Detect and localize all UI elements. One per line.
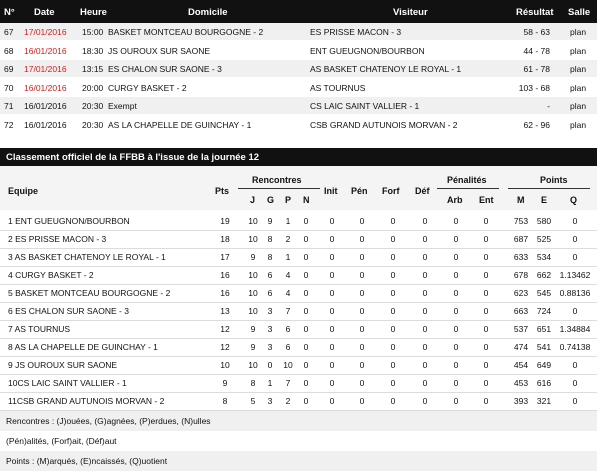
standings-ent: 0 xyxy=(483,324,489,334)
match-time: 20:30 xyxy=(82,119,104,130)
match-home: CURGY BASKET - 2 xyxy=(108,82,187,93)
standings-n: 0 xyxy=(303,342,309,352)
match-away: ES PRISSE MACON - 3 xyxy=(310,27,402,37)
standings-arb: 0 xyxy=(453,216,459,226)
standings-init: 0 xyxy=(329,342,335,352)
standings-m: 753 xyxy=(513,216,529,226)
points-underline xyxy=(508,188,590,189)
standings-pts: 17 xyxy=(220,252,230,262)
legend-rencontres xyxy=(0,411,597,431)
standings-row xyxy=(0,248,597,267)
legend-penalites-text: (Pén)alités, (Forf)ait, (Déf)aut xyxy=(6,436,117,446)
standings-header xyxy=(0,166,597,210)
standings-p: 1 xyxy=(285,216,291,226)
standings-p: 6 xyxy=(285,342,291,352)
match-venue[interactable]: plan xyxy=(570,64,587,74)
standings-j: 10 xyxy=(248,234,258,244)
col-arb: Arb xyxy=(447,195,463,205)
standings-m: 393 xyxy=(513,396,529,406)
standings-ent: 0 xyxy=(483,234,489,244)
standings-j: 9 xyxy=(250,342,256,352)
standings-p: 7 xyxy=(285,378,291,388)
standings-pen: 0 xyxy=(359,216,365,226)
match-date: 17/01/2016 xyxy=(24,64,67,74)
standings-pts: 13 xyxy=(220,306,230,316)
standings-init: 0 xyxy=(329,288,335,298)
legend-points xyxy=(0,451,597,471)
match-venue[interactable]: plan xyxy=(570,45,587,56)
standings-pen: 0 xyxy=(359,270,365,280)
standings-m: 663 xyxy=(513,306,529,316)
standings-p: 2 xyxy=(285,234,291,244)
match-home: JS OUROUX SUR SAONE xyxy=(108,45,211,56)
standings-row xyxy=(0,320,597,339)
standings-def: 0 xyxy=(422,216,428,226)
standings-j: 9 xyxy=(250,324,256,334)
match-away: AS BASKET CHATENOY LE ROYAL - 1 xyxy=(310,64,462,74)
standings-row xyxy=(0,230,597,249)
standings-team: 2 ES PRISSE MACON - 3 xyxy=(8,234,107,244)
standings-arb: 0 xyxy=(453,252,459,262)
standings-pts: 16 xyxy=(220,270,230,280)
standings-m: 453 xyxy=(513,378,529,388)
match-time: 20:00 xyxy=(82,82,104,93)
standings-j: 10 xyxy=(248,270,258,280)
match-row xyxy=(0,42,597,59)
standings-forf: 0 xyxy=(390,378,396,388)
standings-e: 662 xyxy=(536,270,552,280)
match-date: 16/01/2016 xyxy=(24,45,67,56)
standings-forf: 0 xyxy=(390,360,396,370)
standings-n: 0 xyxy=(303,396,309,406)
standings-pen: 0 xyxy=(359,324,365,334)
standings-m: 633 xyxy=(513,252,529,262)
match-home: AS LA CHAPELLE DE GUINCHAY - 1 xyxy=(108,119,252,130)
standings-forf: 0 xyxy=(390,252,396,262)
standings-e: 649 xyxy=(536,360,552,370)
match-away: AS TOURNUS xyxy=(310,82,366,93)
standings-p: 1 xyxy=(285,252,291,262)
standings-arb: 0 xyxy=(453,342,459,352)
standings-pen: 0 xyxy=(359,360,365,370)
standings-forf: 0 xyxy=(390,342,396,352)
standings-j: 10 xyxy=(248,288,258,298)
standings-team: 4 CURGY BASKET - 2 xyxy=(8,270,94,280)
match-home: Exempt xyxy=(108,101,137,111)
standings-n: 0 xyxy=(303,288,309,298)
match-num: 69 xyxy=(4,64,14,74)
standings-title: Classement officiel de la FFBB à l'issue de la journée 12 xyxy=(6,152,260,163)
standings-n: 0 xyxy=(303,378,309,388)
standings-g: 8 xyxy=(267,252,273,262)
match-time: 15:00 xyxy=(82,27,104,37)
standings-pts: 16 xyxy=(220,288,230,298)
match-time: 20:30 xyxy=(82,101,104,111)
standings-row xyxy=(0,338,597,357)
standings-ent: 0 xyxy=(483,252,489,262)
col-team: Equipe xyxy=(8,186,39,196)
standings-pen: 0 xyxy=(359,306,365,316)
match-away: CSB GRAND AUTUNOIS MORVAN - 2 xyxy=(310,119,458,130)
standings-team: 3 AS BASKET CHATENOY LE ROYAL - 1 xyxy=(8,252,166,262)
standings-g: 6 xyxy=(267,270,273,280)
match-row xyxy=(0,60,597,77)
standings-q: 0.74138 xyxy=(559,342,591,352)
standings-forf: 0 xyxy=(390,306,396,316)
standings-m: 623 xyxy=(513,288,529,298)
standings-team: 8 AS LA CHAPELLE DE GUINCHAY - 1 xyxy=(8,342,158,352)
standings-g: 3 xyxy=(267,324,273,334)
match-time: 13:15 xyxy=(82,64,104,74)
col-date: Date xyxy=(34,7,55,18)
col-j: J xyxy=(250,195,256,205)
standings-team: 9 JS OUROUX SUR SAONE xyxy=(8,360,118,370)
matches-header xyxy=(0,0,597,23)
standings-forf: 0 xyxy=(390,396,396,406)
standings-p: 10 xyxy=(283,360,293,370)
legend-points-text: Points : (M)arqués, (E)ncaissés, (Q)uotient xyxy=(6,456,168,466)
match-result: 61 - 78 xyxy=(523,64,550,74)
standings-g: 9 xyxy=(267,216,273,226)
standings-def: 0 xyxy=(422,252,428,262)
standings-q: 0 xyxy=(572,252,578,262)
standings-pts: 8 xyxy=(222,396,228,406)
standings-pts: 19 xyxy=(220,216,230,226)
standings-forf: 0 xyxy=(390,216,396,226)
standings-j: 5 xyxy=(250,396,256,406)
standings-n: 0 xyxy=(303,324,309,334)
standings-e: 651 xyxy=(536,324,552,334)
col-e: E xyxy=(541,195,548,205)
match-result: - xyxy=(547,101,550,111)
col-def: Déf xyxy=(415,186,430,196)
match-result: 103 - 68 xyxy=(518,82,550,93)
standings-init: 0 xyxy=(329,252,335,262)
standings-team: 5 BASKET MONTCEAU BOURGOGNE - 2 xyxy=(8,288,171,298)
standings-e: 534 xyxy=(536,252,552,262)
standings-ent: 0 xyxy=(483,360,489,370)
standings-n: 0 xyxy=(303,360,309,370)
standings-init: 0 xyxy=(329,270,335,280)
match-time: 18:30 xyxy=(82,45,104,56)
match-home: ES CHALON SUR SAONE - 3 xyxy=(108,64,222,74)
col-result: Résultat xyxy=(516,7,554,18)
standings-def: 0 xyxy=(422,324,428,334)
standings-q: 0 xyxy=(572,360,578,370)
standings-g: 3 xyxy=(267,396,273,406)
match-result: 44 - 78 xyxy=(523,45,550,56)
standings-g: 3 xyxy=(267,342,273,352)
match-venue[interactable]: plan xyxy=(570,119,587,130)
standings-pts: 12 xyxy=(220,324,230,334)
col-m: M xyxy=(517,195,525,205)
standings-row xyxy=(0,284,597,303)
standings-g: 3 xyxy=(267,306,273,316)
standings-init: 0 xyxy=(329,216,335,226)
standings-init: 0 xyxy=(329,396,335,406)
standings-j: 8 xyxy=(250,378,256,388)
standings-forf: 0 xyxy=(390,270,396,280)
standings-j: 10 xyxy=(248,216,258,226)
col-init: Init xyxy=(324,186,338,196)
col-q: Q xyxy=(570,195,578,205)
standings-arb: 0 xyxy=(453,396,459,406)
standings-ent: 0 xyxy=(483,396,489,406)
col-pen: Pén xyxy=(351,186,368,196)
standings-team: 11CSB GRAND AUTUNOIS MORVAN - 2 xyxy=(8,396,165,406)
match-result: 58 - 63 xyxy=(523,27,550,37)
col-g: G xyxy=(267,195,275,205)
standings-init: 0 xyxy=(329,234,335,244)
match-row xyxy=(0,116,597,133)
standings-def: 0 xyxy=(422,360,428,370)
standings-ent: 0 xyxy=(483,306,489,316)
standings-def: 0 xyxy=(422,306,428,316)
standings-def: 0 xyxy=(422,378,428,388)
group-rencontres: Rencontres xyxy=(252,175,302,185)
standings-init: 0 xyxy=(329,324,335,334)
standings-init: 0 xyxy=(329,360,335,370)
standings-ent: 0 xyxy=(483,342,489,352)
standings-row xyxy=(0,266,597,285)
standings-q: 1.34884 xyxy=(559,324,591,334)
standings-arb: 0 xyxy=(453,360,459,370)
match-row xyxy=(0,97,597,114)
group-penalites: Pénalités xyxy=(447,175,487,185)
rencontres-underline xyxy=(238,188,320,189)
standings-g: 1 xyxy=(267,378,273,388)
standings-pts: 18 xyxy=(220,234,230,244)
standings-row xyxy=(0,302,597,321)
standings-init: 0 xyxy=(329,306,335,316)
standings-pts: 9 xyxy=(222,378,228,388)
standings-def: 0 xyxy=(422,288,428,298)
col-forf: Forf xyxy=(382,186,400,196)
standings-q: 0 xyxy=(572,216,578,226)
col-n: N xyxy=(303,195,310,205)
col-away: Visiteur xyxy=(393,7,428,18)
standings-team: 1 ENT GUEUGNON/BOURBON xyxy=(8,216,130,226)
standings-init: 0 xyxy=(329,378,335,388)
col-p: P xyxy=(285,195,292,205)
group-points: Points xyxy=(540,175,568,185)
standings-row xyxy=(0,212,597,231)
match-date: 17/01/2016 xyxy=(24,27,67,37)
match-venue[interactable]: plan xyxy=(570,101,587,111)
standings-team: 6 ES CHALON SUR SAONE - 3 xyxy=(8,306,129,316)
legend-rencontres-text: Rencontres : (J)ouées, (G)agnées, (P)erdues, (N)ulles xyxy=(6,416,211,426)
match-row xyxy=(0,23,597,40)
standings-arb: 0 xyxy=(453,270,459,280)
standings-e: 580 xyxy=(536,216,552,226)
standings-e: 525 xyxy=(536,234,552,244)
match-num: 71 xyxy=(4,101,14,111)
standings-p: 7 xyxy=(285,306,291,316)
standings-m: 454 xyxy=(513,360,529,370)
standings-q: 0 xyxy=(572,378,578,388)
standings-g: 8 xyxy=(267,234,273,244)
match-away: CS LAIC SAINT VALLIER - 1 xyxy=(310,101,420,111)
standings-n: 0 xyxy=(303,252,309,262)
standings-j: 10 xyxy=(248,306,258,316)
standings-n: 0 xyxy=(303,216,309,226)
standings-row xyxy=(0,392,597,411)
standings-def: 0 xyxy=(422,396,428,406)
standings-e: 541 xyxy=(536,342,552,352)
match-date: 16/01/2016 xyxy=(24,101,67,111)
standings-arb: 0 xyxy=(453,288,459,298)
match-venue[interactable]: plan xyxy=(570,27,587,37)
standings-e: 724 xyxy=(536,306,552,316)
standings-arb: 0 xyxy=(453,306,459,316)
standings-p: 4 xyxy=(285,270,291,280)
match-num: 72 xyxy=(4,119,14,130)
standings-m: 678 xyxy=(513,270,529,280)
standings-pen: 0 xyxy=(359,234,365,244)
standings-pts: 10 xyxy=(220,360,230,370)
penalites-underline xyxy=(437,188,499,189)
standings-g: 0 xyxy=(267,360,273,370)
col-num: N° xyxy=(4,7,15,18)
match-home: BASKET MONTCEAU BOURGOGNE - 2 xyxy=(108,27,264,37)
match-num: 70 xyxy=(4,82,14,93)
standings-team: 7 AS TOURNUS xyxy=(8,324,71,334)
standings-e: 545 xyxy=(536,288,552,298)
standings-q: 0 xyxy=(572,306,578,316)
standings-forf: 0 xyxy=(390,288,396,298)
col-pts: Pts xyxy=(215,186,230,196)
col-ent: Ent xyxy=(479,195,494,205)
standings-q: 1.13462 xyxy=(559,270,591,280)
standings-j: 10 xyxy=(248,360,258,370)
standings-forf: 0 xyxy=(390,234,396,244)
col-venue: Salle xyxy=(568,7,591,18)
standings-arb: 0 xyxy=(453,324,459,334)
standings-q: 0 xyxy=(572,396,578,406)
standings-j: 9 xyxy=(250,252,256,262)
standings-row xyxy=(0,356,597,375)
standings-pen: 0 xyxy=(359,378,365,388)
standings-e: 616 xyxy=(536,378,552,388)
match-row xyxy=(0,79,597,96)
standings-ent: 0 xyxy=(483,216,489,226)
standings-m: 537 xyxy=(513,324,529,334)
standings-pen: 0 xyxy=(359,288,365,298)
standings-g: 6 xyxy=(267,288,273,298)
standings-m: 687 xyxy=(513,234,529,244)
standings-n: 0 xyxy=(303,270,309,280)
standings-forf: 0 xyxy=(390,324,396,334)
standings-arb: 0 xyxy=(453,234,459,244)
match-result: 62 - 96 xyxy=(523,119,550,130)
standings-pen: 0 xyxy=(359,252,365,262)
standings-pts: 12 xyxy=(220,342,230,352)
standings-e: 321 xyxy=(536,396,552,406)
col-time: Heure xyxy=(80,7,107,18)
match-venue[interactable]: plan xyxy=(570,82,587,93)
standings-p: 4 xyxy=(285,288,291,298)
standings-ent: 0 xyxy=(483,270,489,280)
standings-def: 0 xyxy=(422,270,428,280)
standings-p: 2 xyxy=(285,396,291,406)
standings-p: 6 xyxy=(285,324,291,334)
standings-pen: 0 xyxy=(359,342,365,352)
standings-m: 474 xyxy=(513,342,529,352)
standings-def: 0 xyxy=(422,234,428,244)
standings-q: 0.88136 xyxy=(559,288,591,298)
match-date: 16/01/2016 xyxy=(24,119,67,130)
standings-n: 0 xyxy=(303,234,309,244)
match-date: 16/01/2016 xyxy=(24,82,67,93)
legend-penalites xyxy=(0,431,597,451)
standings-row xyxy=(0,374,597,393)
col-home: Domicile xyxy=(188,7,228,18)
standings-q: 0 xyxy=(572,234,578,244)
standings-team: 10CS LAIC SAINT VALLIER - 1 xyxy=(8,378,127,388)
standings-title-bar xyxy=(0,148,597,166)
standings-n: 0 xyxy=(303,306,309,316)
match-num: 67 xyxy=(4,27,14,37)
standings-pen: 0 xyxy=(359,396,365,406)
standings-ent: 0 xyxy=(483,288,489,298)
match-away: ENT GUEUGNON/BOURBON xyxy=(310,45,425,56)
match-num: 68 xyxy=(4,45,14,56)
standings-def: 0 xyxy=(422,342,428,352)
standings-ent: 0 xyxy=(483,378,489,388)
standings-arb: 0 xyxy=(453,378,459,388)
